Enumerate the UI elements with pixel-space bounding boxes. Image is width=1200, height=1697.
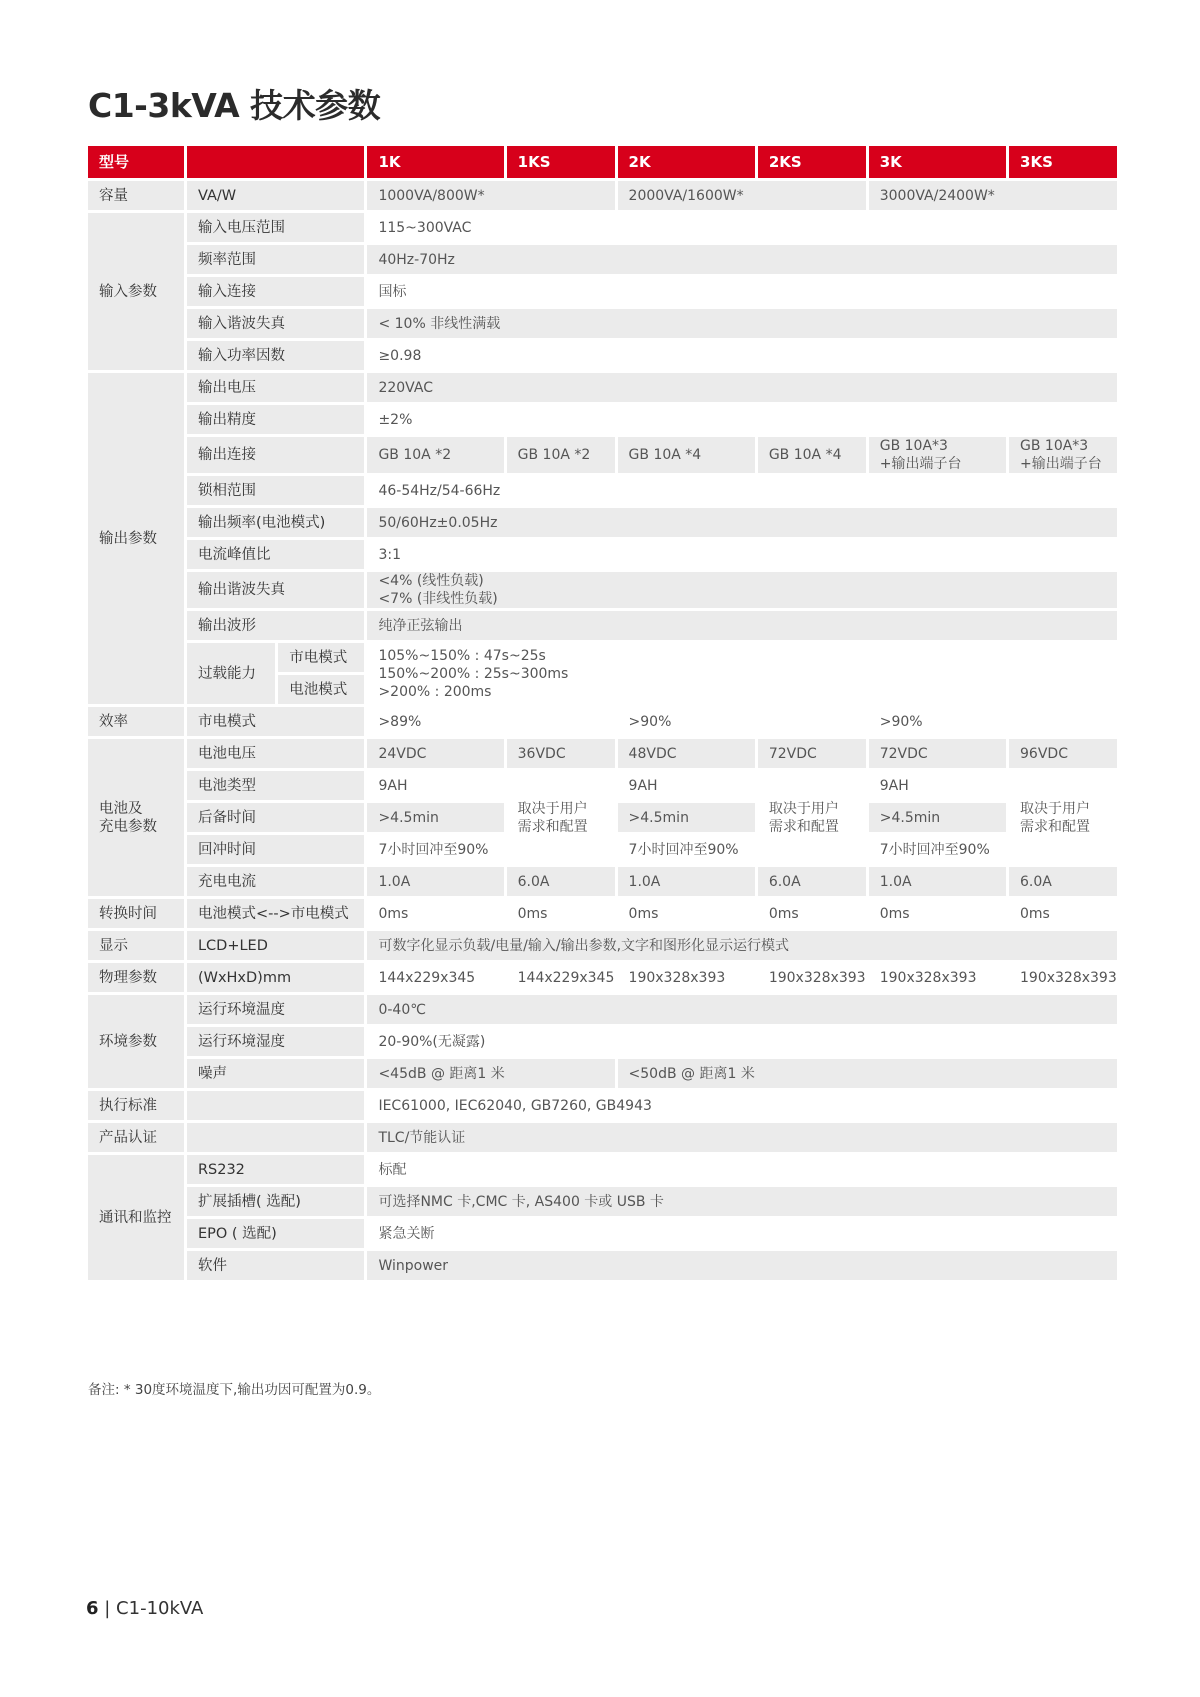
value-cell: 36VDC	[507, 739, 618, 771]
value-cell: >4.5min	[367, 803, 506, 835]
footnote: 备注: * 30度环境温度下,输出功因可配置为0.9。	[88, 1382, 381, 1398]
table-row	[88, 995, 1120, 1027]
param-label: EPO ( 选配)	[187, 1219, 368, 1251]
value-cell: 取决于用户 需求和配置	[758, 771, 869, 867]
value-cell: 20-90%(无凝露)	[367, 1027, 1120, 1059]
table-row	[88, 963, 1120, 995]
table-row	[88, 1027, 1120, 1059]
footer-separator: |	[98, 1598, 117, 1619]
page-footer	[86, 1598, 203, 1619]
header-col-2k: 2K	[618, 146, 758, 181]
value-cell: 9AH	[869, 771, 1009, 803]
param-label: 后备时间	[187, 803, 368, 835]
param-label: RS232	[187, 1155, 368, 1187]
category-cell: 物理参数	[88, 963, 187, 995]
table-row	[88, 476, 1120, 508]
value-cell: 50/60Hz±0.05Hz	[367, 508, 1120, 540]
value-cell: <4% (线性负载) <7% (非线性负载)	[367, 572, 1120, 611]
value-cell: 220VAC	[367, 373, 1120, 405]
param-label: VA/W	[187, 181, 368, 213]
value-cell: 3:1	[367, 540, 1120, 572]
value-cell: 190x328x393	[758, 963, 869, 995]
value-cell: GB 10A*3 +输出端子台	[869, 437, 1009, 476]
category-cell: 输入参数	[88, 213, 187, 373]
header-col-1k: 1K	[367, 146, 506, 181]
value-cell: >90%	[869, 707, 1120, 739]
value-cell: 6.0A	[758, 867, 869, 899]
value-cell: 0ms	[618, 899, 758, 931]
value-cell: 取决于用户 需求和配置	[507, 771, 618, 867]
value-cell: 0ms	[758, 899, 869, 931]
footer-doc-title: C1-10kVA	[116, 1598, 204, 1619]
value-cell: 1.0A	[618, 867, 758, 899]
table-row	[88, 1187, 1120, 1219]
header-col-3ks: 3KS	[1009, 146, 1120, 181]
value-cell: 115~300VAC	[367, 213, 1120, 245]
param-label: 运行环境温度	[187, 995, 368, 1027]
table-row	[88, 739, 1120, 771]
param-label: 噪声	[187, 1059, 368, 1091]
param-label: 扩展插槽( 选配)	[187, 1187, 368, 1219]
param-label: 输出谐波失真	[187, 572, 368, 611]
value-cell: 紧急关断	[367, 1219, 1120, 1251]
value-cell: 可选择NMC 卡,CMC 卡, AS400 卡或 USB 卡	[367, 1187, 1120, 1219]
category-cell: 输出参数	[88, 373, 187, 707]
table-row	[88, 1091, 1120, 1123]
table-row	[88, 181, 1120, 213]
value-cell: >90%	[618, 707, 869, 739]
value-cell: 可数字化显示负载/电量/输入/输出参数,文字和图形化显示运行模式	[367, 931, 1120, 963]
value-cell: IEC61000, IEC62040, GB7260, GB4943	[367, 1091, 1120, 1123]
table-row	[88, 1059, 1120, 1091]
value-cell: 0ms	[367, 899, 506, 931]
param-label: 输出波形	[187, 611, 368, 643]
value-cell: 40Hz-70Hz	[367, 245, 1120, 277]
category-cell: 显示	[88, 931, 187, 963]
value-cell: 6.0A	[507, 867, 618, 899]
param-label: 输入连接	[187, 277, 368, 309]
value-cell: TLC/节能认证	[367, 1123, 1120, 1155]
category-cell: 执行标准	[88, 1091, 187, 1123]
value-cell: 144x229x345	[367, 963, 506, 995]
table-row	[88, 1219, 1120, 1251]
param-label: 输入谐波失真	[187, 309, 368, 341]
value-cell: 190x328x393	[618, 963, 758, 995]
header-col-2ks: 2KS	[758, 146, 869, 181]
table-row	[88, 213, 1120, 245]
value-cell: >4.5min	[618, 803, 758, 835]
value-cell: 72VDC	[869, 739, 1009, 771]
value-cell: 105%~150% : 47s~25s 150%~200% : 25s~300ms >200% : 200ms	[367, 643, 1120, 707]
param-label: 电池类型	[187, 771, 368, 803]
table-row	[88, 437, 1120, 476]
spec-table	[88, 146, 1120, 1283]
value-cell: GB 10A*3 +输出端子台	[1009, 437, 1120, 476]
table-row	[88, 867, 1120, 899]
value-cell: 1.0A	[869, 867, 1009, 899]
param-label: 电池电压	[187, 739, 368, 771]
table-row	[88, 540, 1120, 572]
value-cell: 1000VA/800W*	[367, 181, 617, 213]
value-cell: >89%	[367, 707, 617, 739]
value-cell: 0ms	[507, 899, 618, 931]
table-row	[88, 309, 1120, 341]
value-cell: 46-54Hz/54-66Hz	[367, 476, 1120, 508]
category-cell: 效率	[88, 707, 187, 739]
table-row	[88, 277, 1120, 309]
header-model: 型号	[88, 146, 187, 181]
table-row	[88, 341, 1120, 373]
value-cell: 9AH	[618, 771, 758, 803]
param-label: 过载能力	[187, 643, 278, 707]
table-row	[88, 405, 1120, 437]
table-row	[88, 1251, 1120, 1283]
header-blank	[187, 146, 368, 181]
param-label: 回冲时间	[187, 835, 368, 867]
table-row	[88, 643, 1120, 675]
param-label	[187, 1123, 368, 1155]
value-cell: GB 10A *4	[758, 437, 869, 476]
value-cell: 0-40℃	[367, 995, 1120, 1027]
sub-label: 电池模式	[278, 675, 367, 707]
header-row	[88, 146, 1120, 181]
value-cell: 0ms	[1009, 899, 1120, 931]
param-label: 输入功率因数	[187, 341, 368, 373]
category-cell: 通讯和监控	[88, 1155, 187, 1283]
value-cell: >4.5min	[869, 803, 1009, 835]
value-cell: 国标	[367, 277, 1120, 309]
value-cell: 7小时回冲至90%	[367, 835, 506, 867]
value-cell: 纯净正弦输出	[367, 611, 1120, 643]
value-cell: <50dB @ 距离1 米	[618, 1059, 1120, 1091]
param-label: 频率范围	[187, 245, 368, 277]
value-cell: 190x328x393	[869, 963, 1009, 995]
header-col-3k: 3K	[869, 146, 1009, 181]
param-label: LCD+LED	[187, 931, 368, 963]
value-cell: 7小时回冲至90%	[869, 835, 1009, 867]
param-label: 输出连接	[187, 437, 368, 476]
category-cell: 容量	[88, 181, 187, 213]
param-label: 锁相范围	[187, 476, 368, 508]
category-cell: 转换时间	[88, 899, 187, 931]
param-label: (WxHxD)mm	[187, 963, 368, 995]
value-cell: 72VDC	[758, 739, 869, 771]
category-cell: 产品认证	[88, 1123, 187, 1155]
param-label	[187, 1091, 368, 1123]
table-row	[88, 508, 1120, 540]
param-label: 电流峰值比	[187, 540, 368, 572]
sub-label: 市电模式	[278, 643, 367, 675]
category-cell: 环境参数	[88, 995, 187, 1091]
value-cell: 1.0A	[367, 867, 506, 899]
value-cell: 标配	[367, 1155, 1120, 1187]
value-cell: <45dB @ 距离1 米	[367, 1059, 617, 1091]
value-cell: 0ms	[869, 899, 1009, 931]
value-cell: GB 10A *4	[618, 437, 758, 476]
table-row	[88, 707, 1120, 739]
value-cell: 48VDC	[618, 739, 758, 771]
param-label: 运行环境湿度	[187, 1027, 368, 1059]
param-label: 软件	[187, 1251, 368, 1283]
table-row	[88, 572, 1120, 611]
param-label: 输出精度	[187, 405, 368, 437]
value-cell: ±2%	[367, 405, 1120, 437]
param-label: 输入电压范围	[187, 213, 368, 245]
value-cell: ≥0.98	[367, 341, 1120, 373]
value-cell: GB 10A *2	[367, 437, 506, 476]
value-cell: 96VDC	[1009, 739, 1120, 771]
page-title: C1-3kVA 技术参数	[88, 86, 381, 125]
table-row	[88, 899, 1120, 931]
table-row	[88, 771, 1120, 803]
value-cell: 24VDC	[367, 739, 506, 771]
table-row	[88, 373, 1120, 405]
param-label: 输出电压	[187, 373, 368, 405]
header-col-1ks: 1KS	[507, 146, 618, 181]
value-cell: 144x229x345	[507, 963, 618, 995]
param-label: 电池模式<-->市电模式	[187, 899, 368, 931]
table-row	[88, 245, 1120, 277]
value-cell: < 10% 非线性满载	[367, 309, 1120, 341]
value-cell: 190x328x393	[1009, 963, 1120, 995]
value-cell: 3000VA/2400W*	[869, 181, 1120, 213]
param-label: 输出频率(电池模式)	[187, 508, 368, 540]
table-row	[88, 1123, 1120, 1155]
value-cell: Winpower	[367, 1251, 1120, 1283]
value-cell: 7小时回冲至90%	[618, 835, 758, 867]
value-cell: 2000VA/1600W*	[618, 181, 869, 213]
value-cell: 取决于用户 需求和配置	[1009, 771, 1120, 867]
value-cell: GB 10A *2	[507, 437, 618, 476]
category-cell: 电池及 充电参数	[88, 739, 187, 899]
table-row	[88, 611, 1120, 643]
table-row	[88, 1155, 1120, 1187]
page-number: 6	[86, 1598, 99, 1619]
param-label: 市电模式	[187, 707, 368, 739]
value-cell: 6.0A	[1009, 867, 1120, 899]
table-row	[88, 931, 1120, 963]
param-label: 充电电流	[187, 867, 368, 899]
value-cell: 9AH	[367, 771, 506, 803]
